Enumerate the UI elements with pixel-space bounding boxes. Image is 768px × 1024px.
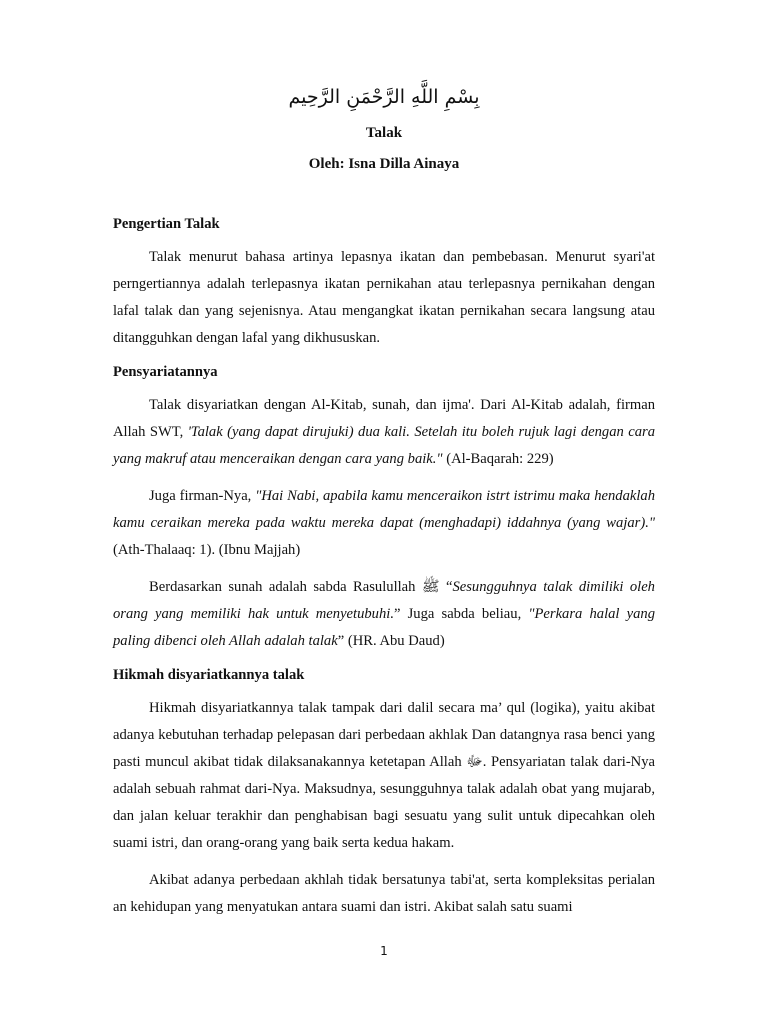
text-run: (Ath-Thalaaq: 1). (Ibnu Majjah) bbox=[113, 542, 301, 558]
quote-text: 'Talak (yang dapat dirujuki) dua kali. Setelah itu boleh rujuk lagi dengan cara yang makruf atau menceraikan dengan cara yang baik." bbox=[113, 424, 655, 467]
section-heading-pengertian: Pengertian Talak bbox=[113, 216, 220, 232]
document-title: Talak bbox=[365, 125, 403, 141]
quote-text: "Perkara halal yang paling dibenci oleh Allah adalah talak bbox=[113, 606, 656, 649]
paragraph-hikmah-2: Akibat adanya perbedaan akhlah tidak bersatunya tabi'at, serta kompleksitas perialan an kehidupan yang menyatukan antara suami dan istri. Akibat salah satu suami bbox=[113, 872, 655, 915]
paragraph-pensyariatan-2 bbox=[113, 483, 655, 564]
text-run: Berdasarkan sunah adalah sabda Rasulullah ﷺ “ bbox=[149, 579, 453, 595]
text-run: Talak disyariatkan dengan Al-Kitab, sunah, dan ijma'. Dari Al-Kitab adalah, firman Allah SWT, bbox=[113, 397, 655, 440]
text-run: (Al-Baqarah: 229) bbox=[442, 451, 554, 467]
paragraph-pensyariatan-1 bbox=[113, 392, 655, 473]
document-author: Oleh: Isna Dilla Ainaya bbox=[308, 156, 460, 172]
section-heading-pensyariatan: Pensyariatannya bbox=[113, 364, 218, 380]
quote-text: Sesungguhnya talak dimiliki oleh orang yang memiliki hak untuk menyetubuhi. bbox=[113, 579, 655, 622]
page-number: 1 bbox=[380, 944, 388, 958]
section-heading-hikmah: Hikmah disyariatkannya talak bbox=[113, 667, 305, 683]
text-run: ” (HR. Abu Daud) bbox=[337, 633, 445, 649]
bismillah-heading: بِسْمِ اللَّهِ الرَّحْمَنِ الرَّحِيم bbox=[288, 86, 480, 108]
paragraph-pensyariatan-3 bbox=[113, 574, 655, 655]
paragraph-hikmah-1: Hikmah disyariatkannya talak tampak dari dalil secara ma’ qul (logika), yaitu akibat adanya kebutuhan terhadap pelepasan dari perbedaan akhlak Dan datangnya rasa benci yang pasti muncul akibat tidak dilaksanakannya ketetapan Allah ﷻ. Pensyariatan talak dari-Nya adalah sebuah rahmat dari-Nya. Maksudnya, sesungguhnya talak adalah obat yang mujarab, dan jalan keluar terakhir dan penghabisan bagi sesuatu yang sulit untuk dipecahkan oleh suami istri, dan orang-orang yang baik serta kedua hakam. bbox=[113, 700, 655, 851]
quote-text: "Hai Nabi, apabila kamu menceraikon istrt istrimu maka hendaklah kamu ceraikan mereka pada waktu mereka dapat (menghadapi) iddahnya (yang wajar)." bbox=[113, 488, 655, 531]
text-run: ” Juga sabda beliau, bbox=[393, 606, 529, 622]
text-run: Juga firman-Nya, bbox=[149, 488, 256, 504]
document-body bbox=[113, 214, 655, 931]
paragraph-pengertian: Talak menurut bahasa artinya lepasnya ikatan dan pembebasan. Menurut syari'at perngertiannya adalah terlepasnya ikatan pernikahan atau terlepasnya pernikahan dengan lafal talak dan yang sejenisnya. Atau mengangkat ikatan pernikahan secara langsung atau ditangguhkan dengan lafal yang dikhususkan. bbox=[113, 249, 655, 346]
